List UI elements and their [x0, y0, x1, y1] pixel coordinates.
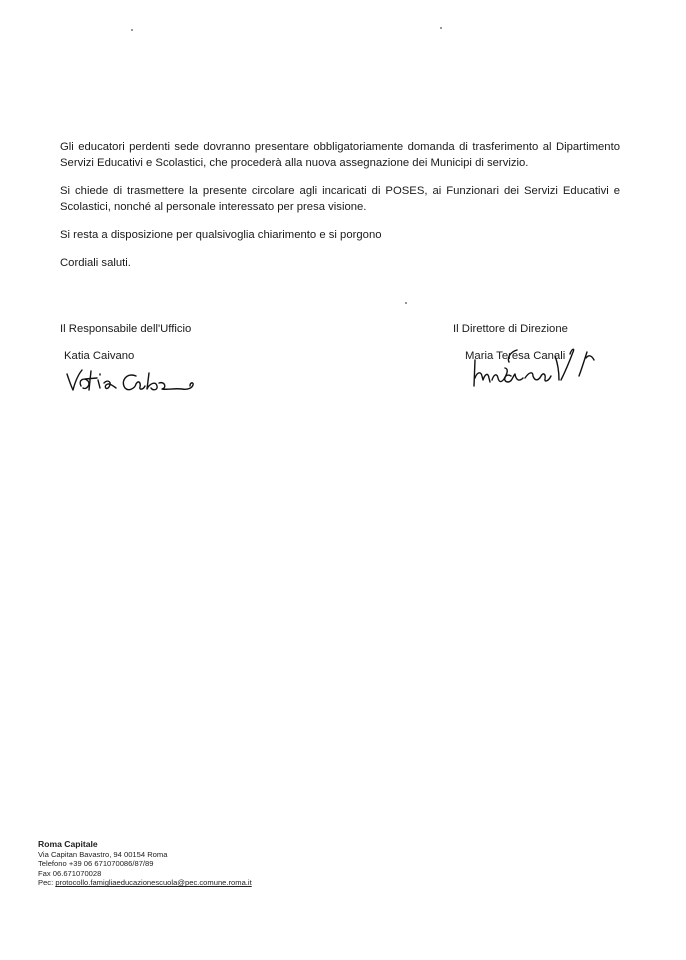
- paragraph-transfer: Gli educatori perdenti sede dovranno presentare obbligatoriamente domanda di trasferimento al Dipartimento Servizi Educativi e Scolastici, che procederà alla nuova assegnazione dei Municipi di servizio.: [60, 141, 620, 169]
- footer-organization: Roma Capitale: [38, 839, 98, 849]
- footer-pec-label: Pec:: [38, 878, 56, 888]
- left-signatory-name: Katia Caivano: [64, 350, 135, 362]
- right-handwritten-signature: [455, 338, 610, 394]
- right-signatory-title: Il Direttore di Direzione: [453, 323, 568, 335]
- paragraph-closing: Cordiali saluti.: [60, 257, 131, 269]
- footer-address: Via Capitan Bavastro, 94 00154 Roma: [38, 849, 168, 859]
- letter-body: [60, 139, 620, 271]
- footer-pec: [38, 878, 252, 888]
- pec-email-link[interactable]: protocollo.famigliaeducazionescuola@pec.comune.roma.it: [55, 878, 252, 888]
- scan-speck: [405, 302, 407, 304]
- footer-fax: Fax 06.671070028: [38, 868, 102, 878]
- right-signatory-name: Maria Teresa Canali: [465, 350, 566, 362]
- left-handwritten-signature: [64, 366, 199, 396]
- scan-speck: [440, 27, 442, 29]
- footer-phone: Telefono +39 06 671070086/87/89: [38, 859, 154, 869]
- paragraph-circular: Si chiede di trasmettere la presente circolare agli incaricati di POSES, ai Funzionari dei Servizi Educativi e Scolastici, nonché al personale interessato per presa visione.: [60, 185, 620, 213]
- left-signatory-title: Il Responsabile dell'Ufficio: [60, 323, 192, 335]
- paragraph-availability: Si resta a disposizione per qualsivoglia chiarimento e si porgono: [60, 229, 382, 241]
- letterhead-footer: [38, 840, 252, 888]
- scan-speck: [131, 29, 133, 31]
